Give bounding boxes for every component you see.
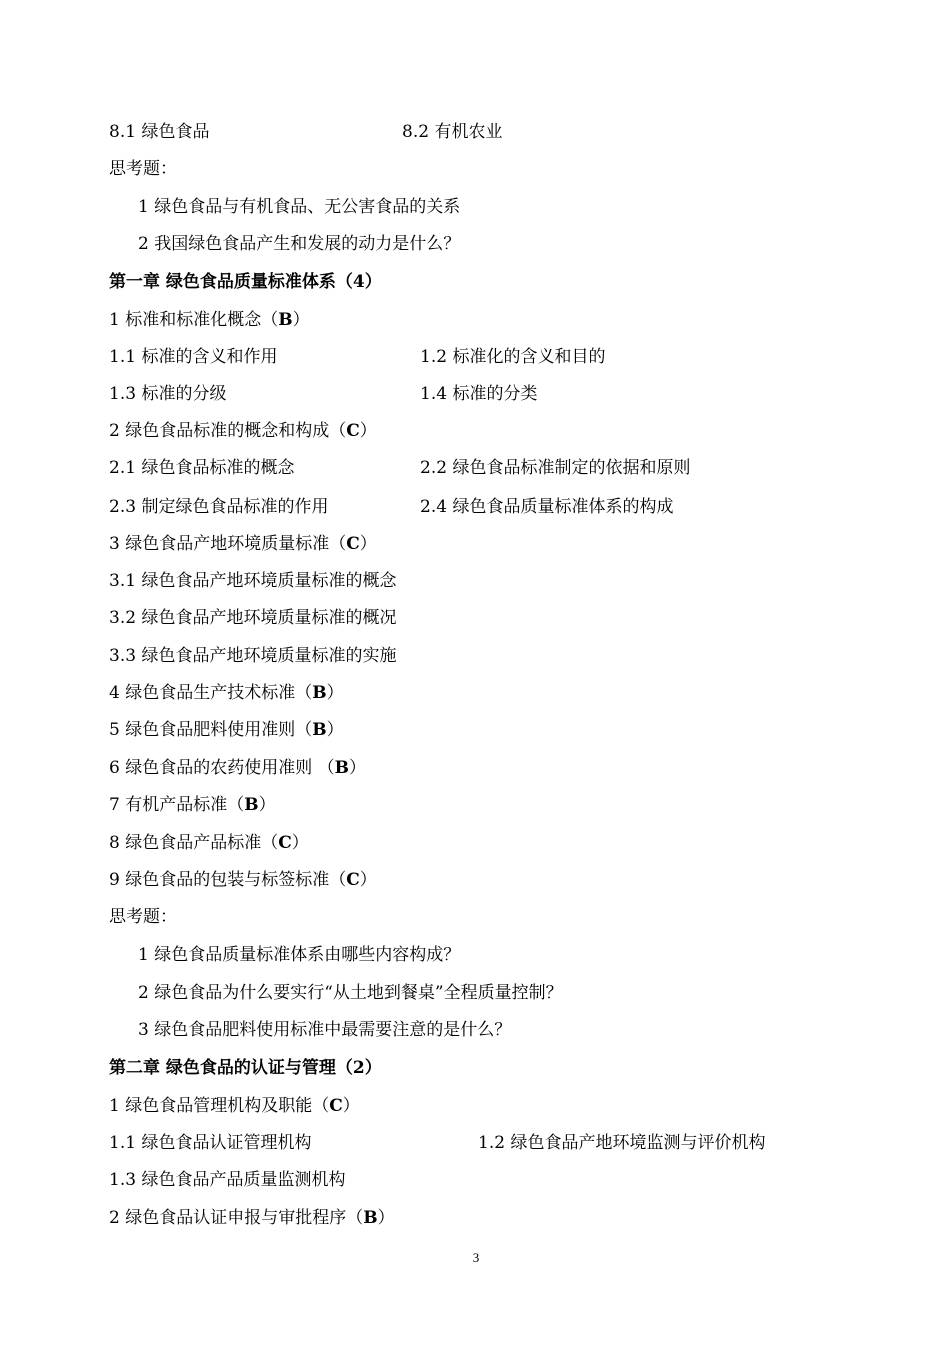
questions-label <box>109 157 177 181</box>
section-tail: ） <box>258 795 276 815</box>
section-text: 1 标准和标准化概念（ <box>109 310 279 330</box>
subsection-item <box>109 606 396 630</box>
subsection-text: 1.1 绿色食品认证管理机构 <box>109 1133 312 1153</box>
text-line <box>109 382 538 406</box>
chapter-heading <box>109 270 382 294</box>
level-mark: B <box>278 310 293 330</box>
question-text: 1 绿色食品与有机食品、无公害食品的关系 <box>138 197 461 217</box>
question-item <box>138 943 460 967</box>
section-item <box>109 1094 360 1118</box>
question-item <box>138 195 460 219</box>
questions-label <box>109 905 177 929</box>
item-8-2: 8.2 有机农业 <box>402 122 503 142</box>
subsection-text: 1.2 标准化的含义和目的 <box>420 347 606 367</box>
text-line <box>109 456 691 480</box>
level-mark: C <box>346 534 360 554</box>
section-tail: ） <box>359 421 377 441</box>
subsection-text: 2.2 绿色食品标准制定的依据和原则 <box>420 458 691 478</box>
subsection-text: 2.3 制定绿色食品标准的作用 <box>109 497 329 517</box>
section-text: 7 有机产品标准（ <box>109 795 245 815</box>
subsection-text: 1.3 标准的分级 <box>109 384 227 404</box>
question-item <box>138 232 460 256</box>
section-item <box>109 419 377 443</box>
level-mark: C <box>329 1096 343 1116</box>
section-text: 3 绿色食品产地环境质量标准（ <box>109 534 347 554</box>
section-tail: ） <box>326 720 344 740</box>
section-tail: ） <box>292 310 310 330</box>
subsection-text: 1.3 绿色食品产品质量监测机构 <box>109 1170 346 1190</box>
level-mark: B <box>244 795 259 815</box>
section-item <box>109 793 276 817</box>
questions-label-text: 思考题： <box>109 159 177 179</box>
level-mark: C <box>346 421 360 441</box>
section-text: 2 绿色食品标准的概念和构成（ <box>109 421 347 441</box>
chapter-heading <box>109 1056 382 1080</box>
item-8-1: 8.1 绿色食品 <box>109 122 210 142</box>
level-mark: B <box>334 758 349 778</box>
question-text: 3 绿色食品肥料使用标准中最需要注意的是什么？ <box>138 1020 512 1040</box>
section-tail: ） <box>377 1208 395 1228</box>
section-tail: ） <box>359 534 377 554</box>
section-item <box>109 1206 395 1230</box>
chapter-title: 第二章 绿色食品的认证与管理（2） <box>109 1058 382 1078</box>
page-number: 3 <box>472 1250 480 1265</box>
section-item <box>109 681 344 705</box>
section-item <box>109 831 309 855</box>
subsection-text: 3.3 绿色食品产地环境质量标准的实施 <box>109 646 397 666</box>
text-line <box>109 120 503 144</box>
text-line <box>109 345 606 369</box>
subsection-text: 1.2 绿色食品产地环境监测与评价机构 <box>478 1133 766 1153</box>
level-mark: C <box>278 833 292 853</box>
section-text: 9 绿色食品的包装与标签标准（ <box>109 870 347 890</box>
section-text: 1 绿色食品管理机构及职能（ <box>109 1096 330 1116</box>
section-item <box>109 532 377 556</box>
subsection-text: 1.1 标准的含义和作用 <box>109 347 278 367</box>
subsection-text: 3.2 绿色食品产地环境质量标准的概况 <box>109 608 397 628</box>
questions-label-text: 思考题： <box>109 907 177 927</box>
subsection-text: 2.4 绿色食品质量标准体系的构成 <box>420 497 674 517</box>
section-tail: ） <box>342 1096 360 1116</box>
section-text: 4 绿色食品生产技术标准（ <box>109 683 313 703</box>
text-line <box>109 1131 766 1155</box>
section-item <box>109 718 344 742</box>
question-text: 2 我国绿色食品产生和发展的动力是什么？ <box>138 234 461 254</box>
section-text: 6 绿色食品的农药使用准则 （ <box>109 758 335 778</box>
chapter-title: 第一章 绿色食品质量标准体系（4） <box>109 272 382 292</box>
section-tail: ） <box>349 758 366 778</box>
subsection-text: 1.4 标准的分类 <box>420 384 538 404</box>
subsection-item <box>109 644 396 668</box>
subsection-text: 2.1 绿色食品标准的概念 <box>109 458 295 478</box>
section-item <box>109 756 366 780</box>
text-line <box>109 495 674 519</box>
question-item <box>138 1018 511 1042</box>
section-tail: ） <box>326 683 344 703</box>
subsection-text: 3.1 绿色食品产地环境质量标准的概念 <box>109 571 397 591</box>
section-text: 8 绿色食品产品标准（ <box>109 833 279 853</box>
question-item <box>138 981 563 1005</box>
section-tail: ） <box>359 870 377 890</box>
section-item <box>109 868 377 892</box>
section-tail: ） <box>291 833 309 853</box>
section-text: 2 绿色食品认证申报与审批程序（ <box>109 1208 364 1228</box>
section-item <box>109 308 310 332</box>
level-mark: B <box>363 1208 378 1228</box>
level-mark: B <box>312 683 327 703</box>
subsection-item <box>109 1168 345 1192</box>
question-text: 2 绿色食品为什么要实行“从土地到餐桌”全程质量控制？ <box>138 983 563 1003</box>
question-text: 1 绿色食品质量标准体系由哪些内容构成？ <box>138 945 461 965</box>
level-mark: C <box>346 870 360 890</box>
section-text: 5 绿色食品肥料使用准则（ <box>109 720 313 740</box>
subsection-item <box>109 569 396 593</box>
level-mark: B <box>312 720 327 740</box>
